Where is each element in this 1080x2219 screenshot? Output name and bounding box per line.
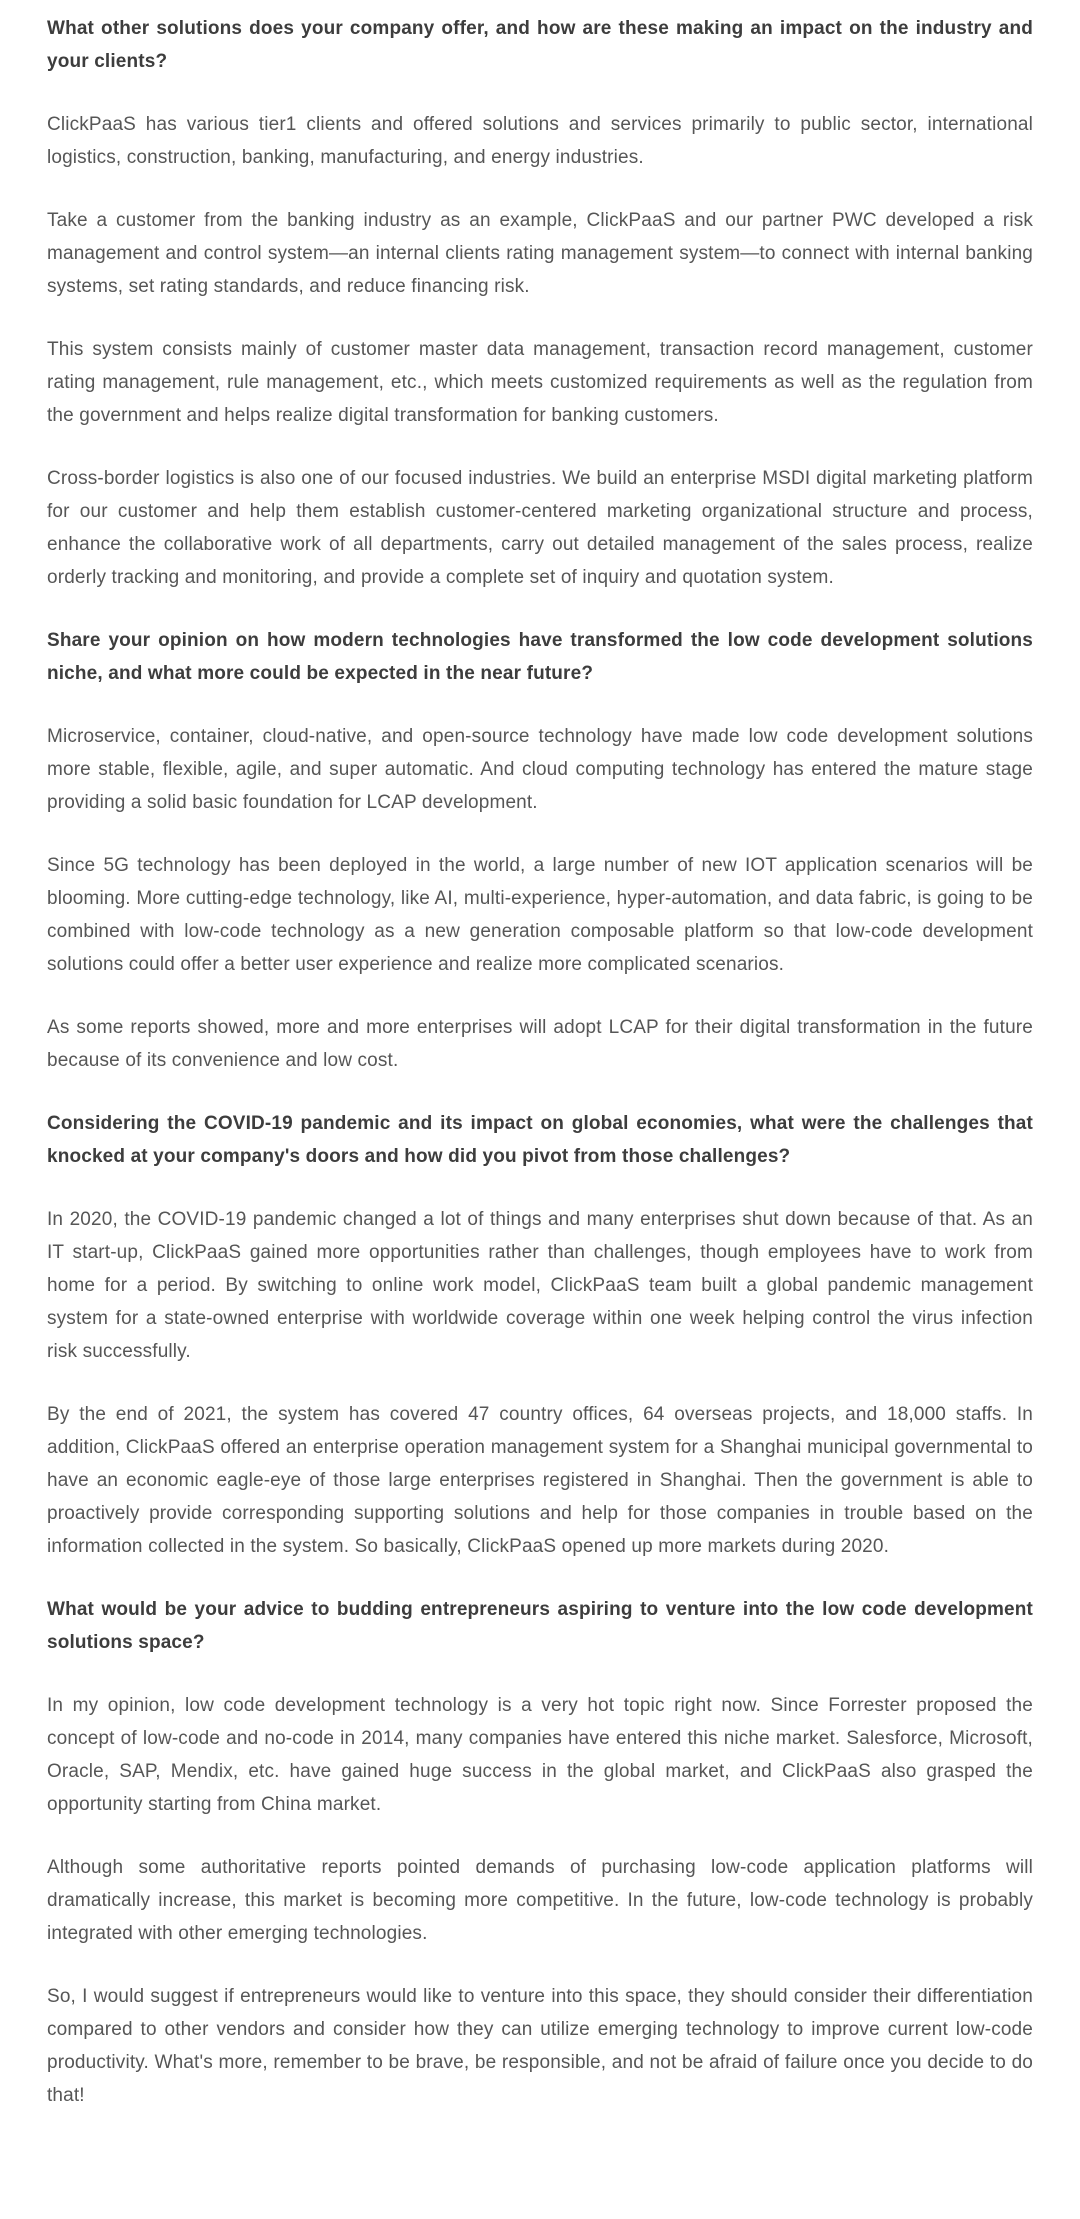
answer-paragraph: So, I would suggest if entrepreneurs would like to venture into this space, they should consider their differentiation compared to other vendors and consider how they can utilize emerging technology to improve current low-code productivity. What's more, remember to be brave, be responsible, and not be afraid of failure once you decide to do that! (47, 1986, 1033, 2106)
question-heading: What would be your advice to budding entrepreneurs aspiring to venture into the low code development solutions space? (47, 1599, 1033, 1653)
answer-paragraph: This system consists mainly of customer master data management, transaction record management, customer rating management, rule management, etc., which meets customized requirements as well as the regulation from the government and helps realize digital transformation for banking customers. (47, 339, 1033, 426)
article-body (47, 12, 1033, 2112)
question-heading: Considering the COVID-19 pandemic and its impact on global economies, what were the challenges that knocked at your company's doors and how did you pivot from those challenges? (47, 1113, 1033, 1167)
answer-paragraph: Take a customer from the banking industry as an example, ClickPaaS and our partner PWC developed a risk management and control system—an internal clients rating management system—to connect with internal banking systems, set rating standards, and reduce financing risk. (47, 210, 1033, 297)
answer-paragraph: As some reports showed, more and more enterprises will adopt LCAP for their digital transformation in the future because of its convenience and low cost. (47, 1017, 1033, 1071)
answer-paragraph: Microservice, container, cloud-native, and open-source technology have made low code development solutions more stable, flexible, agile, and super automatic. And cloud computing technology has entered the mature stage providing a solid basic foundation for LCAP development. (47, 726, 1033, 813)
question-heading: Share your opinion on how modern technologies have transformed the low code development solutions niche, and what more could be expected in the near future? (47, 630, 1033, 684)
question-heading: What other solutions does your company offer, and how are these making an impact on the industry and your clients? (47, 18, 1033, 72)
answer-paragraph: Since 5G technology has been deployed in the world, a large number of new IOT application scenarios will be blooming. More cutting-edge technology, like AI, multi-experience, hyper-automation, and data fabric, is going to be combined with low-code technology as a new generation composable platform so that low-code development solutions could offer a better user experience and realize more complicated scenarios. (47, 855, 1033, 975)
answer-paragraph: Cross-border logistics is also one of our focused industries. We build an enterprise MSDI digital marketing platform for our customer and help them establish customer-centered marketing organizational structure and process, enhance the collaborative work of all departments, carry out detailed management of the sales process, realize orderly tracking and monitoring, and provide a complete set of inquiry and quotation system. (47, 468, 1033, 588)
answer-paragraph: In 2020, the COVID-19 pandemic changed a lot of things and many enterprises shut down because of that. As an IT start-up, ClickPaaS gained more opportunities rather than challenges, though employees have to work from home for a period. By switching to online work model, ClickPaaS team built a global pandemic management system for a state-owned enterprise with worldwide coverage within one week helping control the virus infection risk successfully. (47, 1209, 1033, 1362)
answer-paragraph: Although some authoritative reports pointed demands of purchasing low-code application platforms will dramatically increase, this market is becoming more competitive. In the future, low-code technology is probably integrated with other emerging technologies. (47, 1857, 1033, 1944)
answer-paragraph: By the end of 2021, the system has covered 47 country offices, 64 overseas projects, and 18,000 staffs. In addition, ClickPaaS offered an enterprise operation management system for a Shanghai municipal governmental to have an economic eagle-eye of those large enterprises registered in Shanghai. Then the government is able to proactively provide corresponding supporting solutions and help for those companies in trouble based on the information collected in the system. So basically, ClickPaaS opened up more markets during 2020. (47, 1404, 1033, 1557)
answer-paragraph: ClickPaaS has various tier1 clients and offered solutions and services primarily to public sector, international logistics, construction, banking, manufacturing, and energy industries. (47, 114, 1033, 168)
answer-paragraph: In my opinion, low code development technology is a very hot topic right now. Since Forrester proposed the concept of low-code and no-code in 2014, many companies have entered this niche market. Salesforce, Microsoft, Oracle, SAP, Mendix, etc. have gained huge success in the global market, and ClickPaaS also grasped the opportunity starting from China market. (47, 1695, 1033, 1815)
